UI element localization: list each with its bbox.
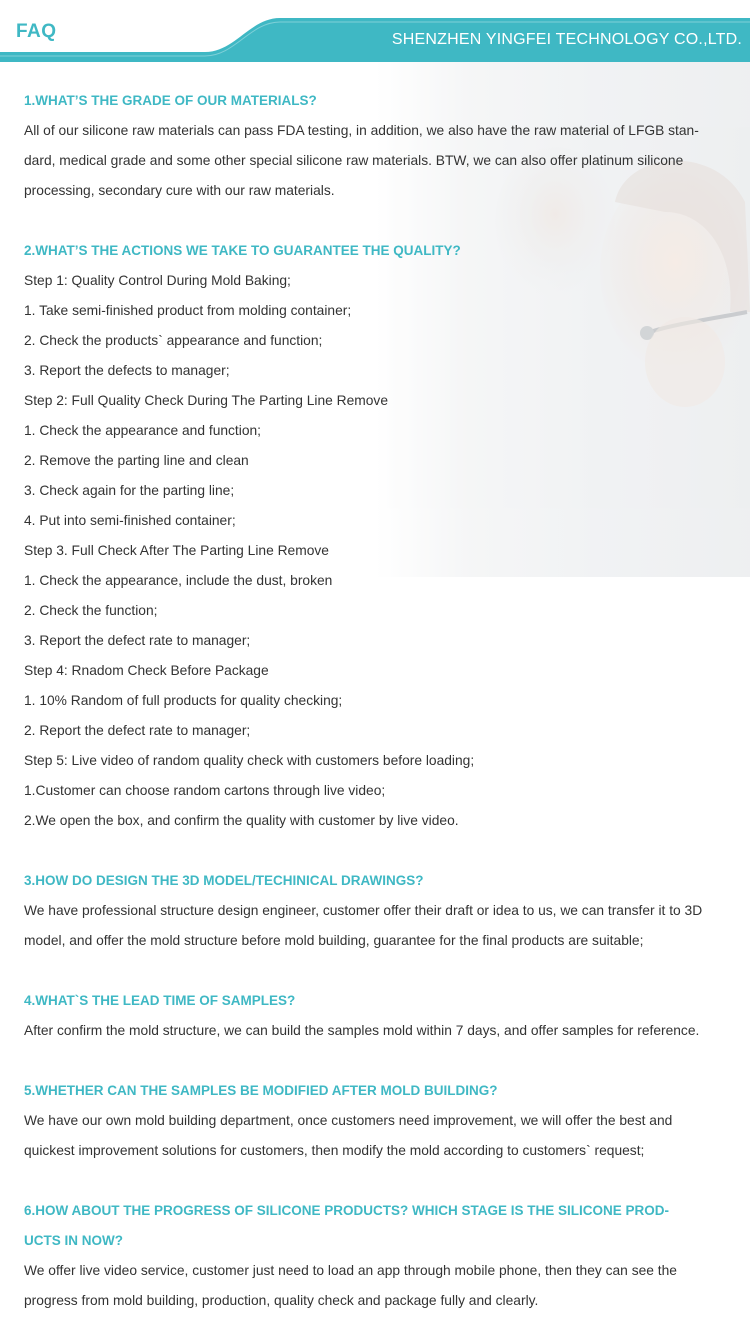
faq-answer-line: Step 3. Full Check After The Parting Line Remove — [24, 543, 329, 558]
faq-answer-line: 3. Report the defects to manager; — [24, 363, 230, 378]
faq-answer-line: quickest improvement solutions for customers, then modify the mold according to customers` request; — [24, 1143, 645, 1158]
faq-answer-line: Step 5: Live video of random quality check with customers before loading; — [24, 753, 475, 768]
faq-answer-line: 4. Put into semi-finished container; — [24, 513, 236, 528]
faq-answer-line: 2. Check the products` appearance and function; — [24, 333, 323, 348]
faq-question-6: 6.HOW ABOUT THE PROGRESS OF SILICONE PRODUCTS? WHICH STAGE IS THE SILICONE PROD- — [24, 1203, 670, 1218]
faq-answer-line: Step 2: Full Quality Check During The Parting Line Remove — [24, 393, 389, 408]
faq-content — [24, 86, 724, 1316]
faq-question-5: 5.WHETHER CAN THE SAMPLES BE MODIFIED AFTER MOLD BUILDING? — [24, 1083, 498, 1098]
faq-answer-line: dard, medical grade and some other special silicone raw materials. BTW, we can also offer platinum silicone — [24, 153, 684, 168]
faq-answer-line: We have professional structure design engineer, customer offer their draft or idea to us, we can transfer it to 3D — [24, 903, 703, 918]
faq-answer-line: We offer live video service, customer just need to load an app through mobile phone, then they can see the — [24, 1263, 677, 1278]
faq-answer-line: 3. Report the defect rate to manager; — [24, 633, 251, 648]
faq-answer-line: 2. Report the defect rate to manager; — [24, 723, 251, 738]
faq-answer-line: We have our own mold building department, once customers need improvement, we will offer the best and — [24, 1113, 673, 1128]
faq-answer-line: Step 4: Rnadom Check Before Package — [24, 663, 269, 678]
faq-answer-line: progress from mold building, production, quality check and package fully and clearly. — [24, 1293, 539, 1308]
faq-question-3: 3.HOW DO DESIGN THE 3D MODEL/TECHINICAL DRAWINGS? — [24, 873, 424, 888]
faq-answer-line: Step 1: Quality Control During Mold Baking; — [24, 273, 291, 288]
faq-answer-line: 1.Customer can choose random cartons through live video; — [24, 783, 386, 798]
faq-title: FAQ — [16, 21, 57, 42]
faq-answer-line: 2. Remove the parting line and clean — [24, 453, 249, 468]
faq-answer-line: 1. Take semi-finished product from molding container; — [24, 303, 352, 318]
faq-answer-line: 1. 10% Random of full products for quality checking; — [24, 693, 343, 708]
faq-answer-line: 2.We open the box, and confirm the quality with customer by live video. — [24, 813, 459, 828]
faq-answer-line: processing, secondary cure with our raw materials. — [24, 183, 335, 198]
faq-answer-line: 3. Check again for the parting line; — [24, 483, 235, 498]
faq-question-6-continued: UCTS IN NOW? — [24, 1233, 123, 1248]
faq-answer-line: After confirm the mold structure, we can build the samples mold within 7 days, and offer samples for reference. — [24, 1023, 700, 1038]
faq-answer-line: 2. Check the function; — [24, 603, 158, 618]
company-name: SHENZHEN YINGFEI TECHNOLOGY CO.,LTD. — [391, 31, 742, 48]
faq-question-1: 1.WHAT’S THE GRADE OF OUR MATERIALS? — [24, 93, 317, 108]
faq-answer-line: All of our silicone raw materials can pass FDA testing, in addition, we also have the raw material of LFGB stan- — [24, 123, 699, 138]
faq-answer-line: model, and offer the mold structure before mold building, guarantee for the final products are suitable; — [24, 933, 644, 948]
page-header — [0, 0, 750, 62]
faq-question-4: 4.WHAT`S THE LEAD TIME OF SAMPLES? — [24, 993, 296, 1008]
faq-answer-line: 1. Check the appearance, include the dust, broken — [24, 573, 333, 588]
faq-answer-line: 1. Check the appearance and function; — [24, 423, 262, 438]
faq-question-2: 2.WHAT’S THE ACTIONS WE TAKE TO GUARANTEE THE QUALITY? — [24, 243, 461, 258]
